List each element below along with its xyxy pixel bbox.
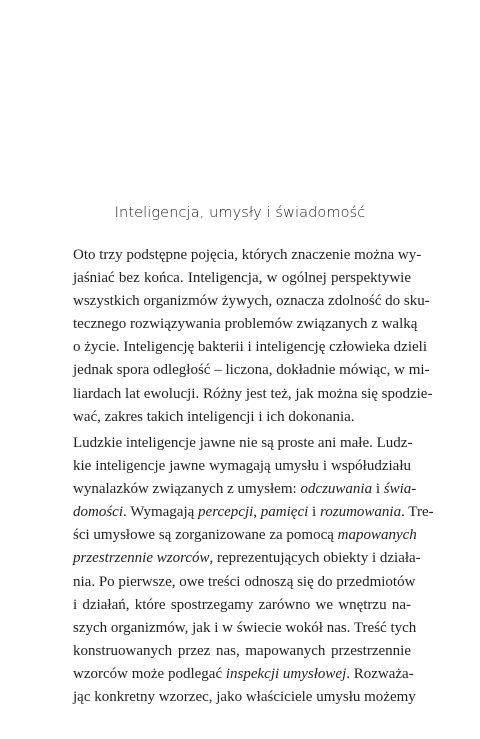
text-run: wzorców może podlegać (73, 665, 226, 682)
text-run: i (372, 481, 384, 498)
text-run: i (308, 504, 320, 521)
text-line: konstruowanych przez nas, mapowanych przestrzennie (73, 642, 411, 659)
italic-term: mapowanych (337, 527, 417, 544)
chapter-heading: Inteligencja, umysły i świadomość (114, 205, 366, 221)
text-line: nia. Po pierwsze, owe treści odnoszą się do przedmiotów (73, 573, 416, 590)
italic-term: percepcji (198, 504, 254, 521)
italic-term: rozumowania (319, 504, 402, 521)
text-run: ści umysłowe są zorganizowane za pomocą (73, 527, 338, 544)
text-line: Oto trzy podstępne pojęcia, których znaczenie można wy- (73, 247, 422, 263)
text-line: kie inteligencje jawne wymagają umysłu i współudziału (73, 458, 411, 475)
paragraph-1 (73, 244, 433, 429)
text-line (73, 547, 421, 570)
text-line: jąc konkretny wzorzec, jako właściciele umysłu możemy (73, 689, 416, 706)
text-line: liardach lat ewolucji. Różny jest też, jak można się spodzie- (73, 385, 433, 402)
italic-term: domości (73, 504, 123, 521)
text-run: . Tre- (401, 504, 434, 521)
italic-term: świa- (383, 481, 417, 498)
text-line: jaśniać bez końca. Inteligencja, w ogólnej perspektywie (73, 270, 411, 287)
text-run: . Rozważa- (346, 665, 414, 682)
text-run: , (253, 504, 261, 521)
paragraph-2 (73, 432, 434, 709)
text-line (73, 663, 414, 686)
text-run: , reprezentujących obiekty i działa- (209, 550, 421, 567)
text-line: wszystkich organizmów żywych, oznacza zdolność do sku- (73, 293, 430, 310)
text-line: tecznego rozwiązywania problemów związanych z walką (73, 316, 418, 333)
text-line (73, 478, 417, 501)
text-line: o życie. Inteligencję bakterii i inteligencję człowieka dzieli (73, 339, 428, 356)
text-line: wać, zakres takich inteligencji i ich dokonania. (73, 408, 355, 425)
italic-term: odczuwania (300, 481, 373, 498)
text-line: szych organizmów, jak i w świecie wokół nas. Treść tych (73, 619, 417, 636)
text-line: i działań, które spostrzegamy zarówno we wnętrzu na- (73, 596, 411, 613)
text-line (73, 501, 434, 524)
text-line (73, 524, 417, 547)
text-line: Ludzkie inteligencje jawne nie są proste ani małe. Ludz- (73, 435, 413, 451)
text-run: . Wymagają (123, 504, 199, 521)
text-line: jednak spora odległość – liczona, dokładnie mówiąc, w mi- (73, 362, 430, 379)
text-run: wynalazków związanych z umysłem: (73, 481, 301, 498)
italic-term: przestrzennie wzorców (73, 550, 210, 567)
italic-term: pamięci (260, 504, 309, 521)
italic-term: inspekcji umysłowej (225, 665, 347, 682)
